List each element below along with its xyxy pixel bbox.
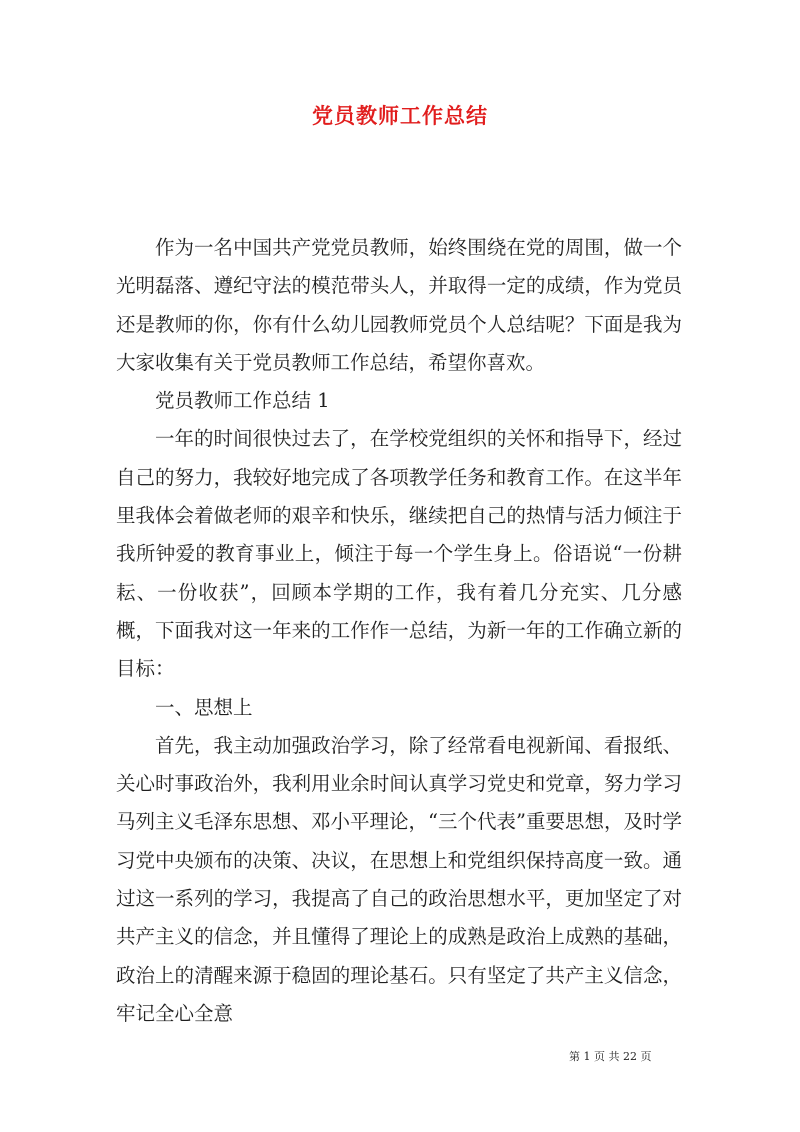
page-number-footer: 第 1 页 共 22 页 [569, 1050, 652, 1063]
document-body [116, 229, 682, 1033]
body-paragraph: 首先，我主动加强政治学习，除了经常看电视新闻、看报纸、关心时事政治外，我利用业余时间认真学习党史和党章，努力学习马列主义毛泽东思想、邓小平理论，“三个代表”重要思想，及时学习党中央颁布的决策、决议，在思想上和党组织保持高度一致。通过这一系列的学习，我提高了自己的政治思想水平，更加坚定了对共产主义的信念，并且懂得了理论上的成熟是政治上成熟的基础，政治上的清醒来源于稳固的理论基石。只有坚定了共产主义信念，牢记全心全意 [116, 733, 682, 1025]
section-heading-summary-1: 党员教师工作总结 1 [155, 389, 330, 413]
section-heading-ideology: 一、思想上 [155, 695, 253, 719]
intro-paragraph: 作为一名中国共产党党员教师，始终围绕在党的周围，做一个光明磊落、遵纪守法的模范带头人，并取得一定的成绩，作为党员还是教师的你，你有什么幼儿园教师党员个人总结呢？下面是我为大家收集有关于党员教师工作总结，希望你喜欢。 [116, 236, 682, 374]
document-title: 党员教师工作总结 [312, 103, 488, 128]
body-paragraph: 一年的时间很快过去了，在学校党组织的关怀和指导下，经过自己的努力，我较好地完成了各项教学任务和教育工作。在这半年里我体会着做老师的艰辛和快乐，继续把自己的热情与活力倾注于我所钟爱的教育事业上，倾注于每一个学生身上。俗语说“一份耕耘、一份收获”，回顾本学期的工作，我有着几分充实、几分感概，下面我对这一年来的工作作一总结，为新一年的工作确立新的目标： [116, 427, 682, 681]
